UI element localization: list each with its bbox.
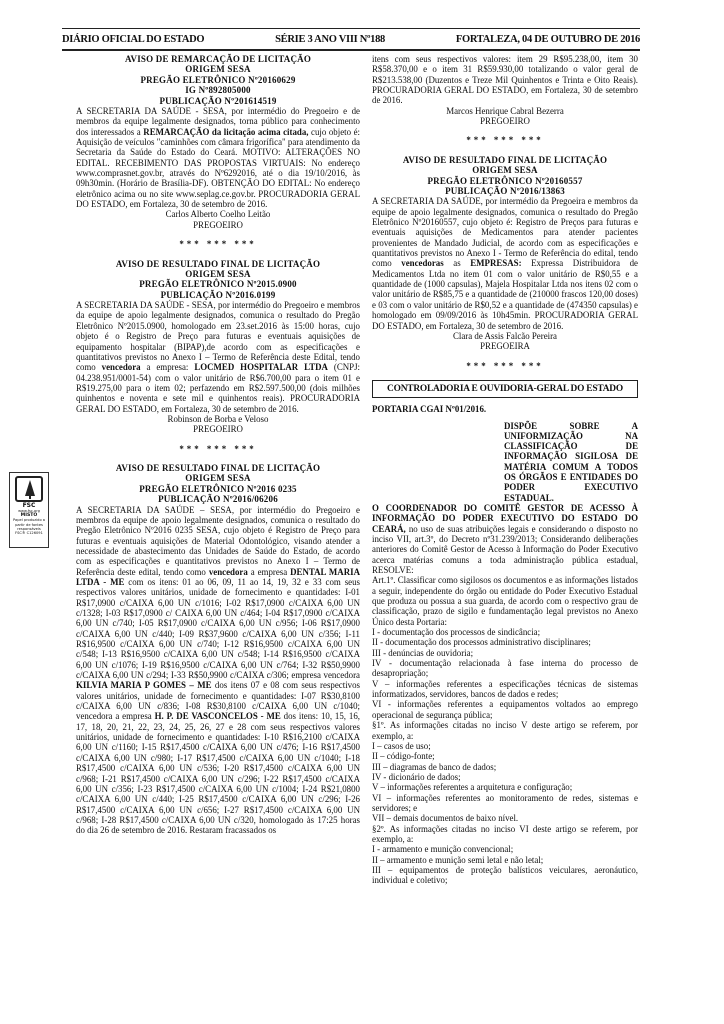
notice-2-title: AVISO DE RESULTADO FINAL DE LICITAÇÃO ORIGEM SESA PREGÃO ELETRÔNICO Nº2015.0900 PUBLICAÇÃO Nº2016.0199 (115, 258, 321, 300)
notice-2-signature: Robinson de Borba e Veloso (167, 413, 269, 424)
paragraph-2-items (372, 844, 638, 885)
page-header (62, 28, 640, 51)
fsc-name: FSC (22, 502, 36, 509)
paragraph-1: §1º. As informações citadas no inciso V deste artigo se referem, por exemplo, a: (372, 720, 638, 741)
list-item: V – informações referentes a arquitetura e configuração; (372, 782, 573, 793)
notice-2-body: A SECRETARIA DA SAÚDE - SESA, por intermédio do Pregoeiro e membros da equipe de apoio legalmente designados, comunica o resultado do Pregão Eletrônico Nº2015.0900, homologado em 23.set.2016 às 15:00 horas, cujo objeto é o Registro de Preço para futuras e eventuais aquisições de equipamento hospitalar (BIPAP),de acordo com as especificações e quantitativos previstos no Anexo I – Termo de Referência deste Edital, tendo como vencedora a empresa: LOCMED HOSPITALAR LTDA (CNPJ: 04.238.951/0001-54) com o valor unitário de R$6.700,00 para o item 01 e R$19.275,00 para o item 02; perfazendo em R$2.597.500,00 (dois milhões quinhentos e noventa e sete mil e quinhentos reais). PROCURADORIA GERAL DO ESTADO, em Fortaleza, 30 de setembro de 2016. (76, 300, 361, 414)
notice-1-signature: Carlos Alberto Coelho Leitão (165, 209, 271, 220)
fsc-code: FSC® C126091 (15, 531, 43, 536)
fsc-sub: Papel produzido a partir de fontes responsáveis (13, 518, 45, 531)
portaria-article-1: Art.1º. Classificar como sigilosos os documentos e as informações listados a seguir, independente do órgão ou entidade do Poder Executivo Estadual que produza ou possua a sua guarda, de acordo com o respectivo grau de classificação, prazo de sigilo e fundamentação legal previstos no Anexo Único desta Portaria: (372, 575, 638, 627)
left-column (76, 54, 360, 836)
list-item: IV - dicionário de dados; (372, 771, 461, 782)
header-series: SÉRIE 3 ANO VIII Nº188 (275, 33, 386, 45)
list-item: I - documentação dos processos de sindicância; (372, 627, 541, 638)
notice-4-title: AVISO DE RESULTADO FINAL DE LICITAÇÃO ORIGEM SESA PREGÃO ELETRÔNICO Nº20160557 PUBLICAÇÃO Nº2016/13863 (402, 154, 608, 196)
list-item: VI - informações referentes a equipamentos voltados ao emprego operacional de segurança pública; (372, 699, 638, 720)
notice-3-role: PREGOEIRO (480, 116, 530, 127)
article-1-items (372, 627, 638, 720)
header-publication: DIÁRIO OFICIAL DO ESTADO (62, 33, 205, 45)
list-item: IV - documentação relacionada à fase interna do processo de desapropriação; (372, 658, 638, 679)
separator: *** *** *** (466, 135, 544, 146)
fsc-site: www.fsc.org (18, 509, 40, 513)
portaria-number: PORTARIA CGAI Nº01/2016. (372, 404, 487, 415)
notice-1-role: PREGOEIRO (193, 219, 243, 230)
paragraph-2: §2º. As informações citadas no inciso VI deste artigo se referem, por exemplo, a: (372, 823, 638, 844)
list-item: II – armamento e munição semi letal e não letal; (372, 854, 544, 865)
department-heading: CONTROLADORIA E OUVIDORIA-GERAL DO ESTADO (372, 380, 638, 398)
notice-4-role: PREGOEIRA (480, 341, 530, 352)
portaria-ementa: DISPÕE SOBRE A UNIFORMIZAÇÃO NA CLASSIFICAÇÃO DE INFORMAÇÃO SIGILOSA DE MATÉRIA COMUM A TODOS OS ÓRGÃOS E ENTIDADES DO PODER EXECUTIVO ESTADUAL. (504, 420, 638, 503)
notice-3-signature: Marcos Henrique Cabral Bezerra (446, 105, 564, 116)
separator: *** *** *** (466, 360, 544, 371)
separator: *** *** *** (179, 443, 257, 454)
notice-4-body: A SECRETARIA DA SAÚDE, por intermédio da Pregoeira e membros da equipe de apoio legalmente designados, comunica o resultado do Pregão Eletrônico Nº20160557, cujo objeto é: Registro de Preços para futuras e eventuais aquisições de Medicamentos para atender pacientes provenientes de Mandado Judicial, de acordo com as especificações e quantitativos previstos no Anexo I - Termo de Referência do edital, tendo como vencedoras as EMPRESAS: Expressa Distribuidora de Medicamentos Ltda no item 01 com o valor unitário de R$0,55 e a quantidade de (1000 capsulas), Majela Hospitalar Ltda nos itens 02 com o valor unitário de R$85,75 e a quantidade de (210000 frascos 120,00 doses) e 03 com o valor unitário de R$0,52 e a quantidade de (474350 capsulas) e homologado em 09/09/2016 às 10h45min. PROCURADORIA GERAL DO ESTADO, em Fortaleza, 30 de setembro de 2016. (372, 196, 638, 331)
list-item: VI – informações referentes ao monitoramento de redes, sistemas e servidores; e (372, 792, 638, 813)
paragraph-1-items (372, 741, 638, 824)
notice-2-role: PREGOEIRO (193, 424, 243, 435)
notice-4-signature: Clara de Assis Falcão Pereira (452, 330, 557, 341)
list-item: II - documentação dos processos administrativo disciplinares; (372, 637, 591, 648)
fsc-logo (9, 472, 49, 548)
list-item: I - armamento e munição convencional; (372, 844, 514, 855)
notice-3-title: AVISO DE RESULTADO FINAL DE LICITAÇÃO ORIGEM SESA PREGÃO ELETRÔNICO Nº2016 0235 PUBLICAÇÃO Nº2016/06206 (115, 462, 321, 505)
portaria-intro: O COORDENADOR DO COMITÊ GESTOR DE ACESSO À INFORMAÇÃO DO PODER EXECUTIVO DO ESTADO DO CEARÁ, no uso de suas atribuições legais e considerando o disposto no inciso VII, art.3º, do Decreto nº31.239/2013; Considerando deliberações anteriores do Comitê Gestor de Acesso à Informação do Poder Executivo acerca matérias comuns a toda administração pública estadual, RESOLVE: (372, 502, 638, 575)
fsc-label: MISTO (20, 513, 38, 519)
fsc-tree-icon (15, 476, 43, 502)
list-item: III – diagramas de banco de dados; (372, 761, 497, 772)
list-item: I – casos de uso; (372, 740, 431, 751)
list-item: II – código-fonte; (372, 751, 435, 762)
list-item: III - denúncias de ouvidoria; (372, 647, 474, 658)
list-item: VII – demais documentos de baixo nível. (372, 813, 519, 824)
separator: *** *** *** (179, 239, 257, 250)
header-date: FORTALEZA, 04 DE OUTUBRO DE 2016 (455, 33, 640, 45)
notice-1-body: A SECRETARIA DA SAÚDE - SESA, por intermédio do Pregoeiro e de membros da equipe legalmente designados, torna público para conhecimento dos interessados a REMARCAÇÃO da licitação acima citada, cujo objeto é: Aquisição de veículos "caminhões com câmara frigorífica" para atendimento da Secretaria da Saúde do Estado do Ceará. MOTIVO: ALTERAÇÕES NO EDITAL. RECEBIMENTO DAS PROPOSTAS VIRTUAIS: No endereço www.comprasnet.gov.br, através do Nº6292016, até o dia 19/10/2016, às 09h30min. (Horário de Brasília-DF). OBTENÇÃO DO EDITAL: No endereço eletrônico acima ou no site www.seplag.ce.gov.br. PROCURADORIA GERAL DO ESTADO, em Fortaleza, 30 de setembro de 2016. (76, 106, 360, 210)
notice-1-title: AVISO DE REMARCAÇÃO DE LICITAÇÃO ORIGEM SESA PREGÃO ELETRÔNICO Nº20160629 IG Nº892805000 PUBLICAÇÃO Nº201614519 (124, 54, 312, 106)
notice-3-continuation: itens com seus respectivos valores: item 29 R$95.238,00, item 30 R$58.370,00 e o item 31 R$59.930,00 totalizando o valor geral de R$213.538,00 (Duzentos e Treze Mil Quinhentos e Trinta e Oito Reais). PROCURADORIA GERAL DO ESTADO, em Fortaleza, 30 de setembro de 2016. (372, 54, 638, 106)
right-column (372, 54, 638, 886)
list-item: V – informações referentes a especificações técnicas de sistemas informatizados, servidores, bancos de dados e redes; (372, 678, 638, 700)
list-item: III – equipamentos de proteção balísticos veiculares, aeronáutico, individual e coletivo; (372, 864, 638, 886)
notice-3-body: A SECRETARIA DA SAÚDE – SESA, por intermédio do Pregoeiro e membros da equipe de apoio legalmente designados, comunica o resultado do Pregão Eletrônico Nº2016 0235 SESA, cujo objeto é Registro de Preço para futuras e eventuais aquisições de Material Odontológico, visando atender a necessidade de abastecimento das Unidades de Saúde do Estado, de acordo com as especificações e quantitativos previstos no Anexo I – Termo de Referência deste edital, tendo como vencedora a empresa DENTAL MARIA LTDA - ME com os itens: 01 ao 06, 09, 11 ao 14, 19, 32 e 33 com seus respectivos valores unitários, unidade de fornecimento e quantidades: I-01 R$17,0900 c/CAIXA 6,00 UN c/1016; I-02 R$17,0900 c/CAIXA 6,00 UN c/1328; I-03 R$17,0900 c/ CAIXA 6,00 UN c/464; I-04 R$17,0900 c/CAIXA 6,00 UN c/740; I-05 R$17,0900 c/CAIXA 6,00 UN c/956; I-06 R$17,0900 c/CAIXA 6,00 UN c/440; I-09 R$37,9600 c/CAIXA 6,00 UN c/356; I-11 R$16,9500 c/CAIXA 6,00 UN c/740; I-12 R$16,9500 c/CAIXA 6,00 UN c/548; I-13 R$16,9500 c/CAIXA 6,00 UN c/548; I-14 R$16,9500 c/CAIXA 6,00 UN c/1076; I-19 R$16,9500 c/CAIXA 6,00 UN c/764; I-32 R$50,9900 c/CAIXA 6,00 UN c/294; I-33 R$50,9900 c/CAIXA c/306; empresa vencedora KILVIA MARIA P GOMES – ME dos itens 07 e 08 com seus respectivos valores unitários, unidade de fornecimento e quantidades: I-07 R$30,8100 c/CAIXA 6,00 UN c/836; I-08 R$30,8100 c/CAIXA 6,00 UN c/1040; vencedora a empresa H. P. DE VASCONCELOS - ME dos itens: 10, 15, 16, 17, 18, 20, 21, 22, 23, 24, 25, 26, 27 e 28 com seus respectivos valores unitários, unidade de fornecimento e quantidades: I-10 R$16,2100 c/CAIXA 6,00 UN c/1160; I-15 R$17,4500 c/CAIXA 6,00 UN c/476; I-16 R$17,4500 c/CAIXA 6,00 UN c/980; I-17 R$17,4500 c/CAIXA 6,00 UN c/1040; I-18 R$17,4500 c/CAIXA 6,00 UN c/536; I-20 R$17,4500 c/CAIXA 6,00 UN c/968; I-21 R$17,4500 c/CAIXA 6,00 UN c/296; I-22 R$17,4500 c/CAIXA 6,00 UN c/356; I-23 R$17,4500 c/CAIXA 6,00 UN c/1004; I-24 R$21,0800 c/CAIXA 6,00 UN c/440; I-25 R$17,4500 c/CAIXA 6,00 UN c/296; I-26 R$17,4500 c/CAIXA 6,00 UN c/656; I-27 R$17,4500 c/CAIXA 6,00 UN c/968; I-28 R$17,4500 c/CAIXA 6,00 UN c/320, homologado às 17:25 horas do dia 26 de setembro de 2016. Restaram fracassados os (76, 504, 361, 836)
